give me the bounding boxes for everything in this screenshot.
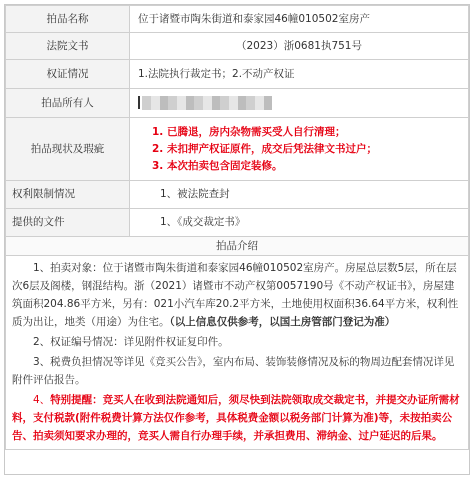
row-intro-body [6, 256, 469, 450]
auction-info-table [5, 5, 469, 450]
defects-label: 拍品现状及瑕疵 [6, 118, 130, 181]
defect-item-2: 2. 未扣押产权证原件，成交后凭法律文书过户； [152, 142, 377, 155]
restrictions-value: 1、被法院查封 [130, 181, 469, 209]
court-doc-label: 法院文书 [6, 33, 130, 60]
owner-value [130, 89, 469, 118]
row-documents [6, 209, 469, 237]
row-intro-title [6, 237, 469, 256]
documents-label: 提供的文件 [6, 209, 130, 237]
defect-item-1: 1. 已腾退，房内杂物需买受人自行清理； [152, 125, 346, 138]
row-owner [6, 89, 469, 118]
intro-paragraph-3: 3、税费负担情况等详见《竞买公告》，室内布局、装饰装修情况及标的物周边配套情况详见附件评估报告。 [12, 356, 455, 386]
intro-p4-prefix: 4、 [33, 394, 51, 406]
row-item-name [6, 6, 469, 33]
intro-body [6, 256, 469, 450]
item-name-value: 位于诸暨市陶朱街道和泰家园46幢010502室房产 [130, 6, 469, 33]
defects-list [130, 118, 469, 181]
owner-cursor-mark [138, 96, 140, 109]
intro-p4-text: 特别提醒：竞买人在收到法院通知后，须尽快到法院领取成交裁定书，并提交办证所需材料，支付税款(附件税费计算方法仅作参考，具体税费金额以税务部门计算为准)等，未按拍卖公告、拍卖须知要求办理的，竞买人需自行办理手续，并承担费用、滞纳金、过户延迟的后果。 [12, 394, 460, 442]
documents-value: 1、《成交裁定书》 [130, 209, 469, 237]
row-court-doc [6, 33, 469, 60]
rights-status-value: 1.法院执行裁定书；2.不动产权证 [130, 60, 469, 89]
item-name-label: 拍品名称 [6, 6, 130, 33]
owner-label: 拍品所有人 [6, 89, 130, 118]
owner-redacted-mask [142, 96, 272, 110]
intro-paragraph-1 [12, 259, 462, 331]
rights-status-label: 权证情况 [6, 60, 130, 89]
restrictions-label: 权利限制情况 [6, 181, 130, 209]
defect-item-3: 3. 本次拍卖包含固定装修。 [152, 159, 283, 172]
intro-p1-note: （以上信息仅供参考，以国土房管部门登记为准） [169, 316, 396, 328]
row-defects [6, 118, 469, 181]
auction-info-document [4, 4, 470, 475]
court-doc-value: （2023）浙0681执751号 [130, 33, 469, 60]
intro-paragraph-4 [12, 391, 462, 445]
row-restrictions [6, 181, 469, 209]
row-rights-status [6, 60, 469, 89]
intro-p1-text: 1、拍卖对象：位于诸暨市陶朱街道和泰家园46幢010502室房产。房屋总层数5层，所在层次6层及阁楼，钢混结构。浙（2021）诸暨市不动产权第0057190号《不动产权证书》，房屋建筑面积204.86平方米，另有：021小汽车库20.2平方米，土地使用权面积36.64平方米，权利性质为出让，地类（用途）为住宅。 [12, 262, 459, 328]
intro-paragraph-2: 2、权证编号情况：详见附件权证复印件。 [33, 336, 229, 348]
intro-title: 拍品介绍 [6, 237, 469, 256]
